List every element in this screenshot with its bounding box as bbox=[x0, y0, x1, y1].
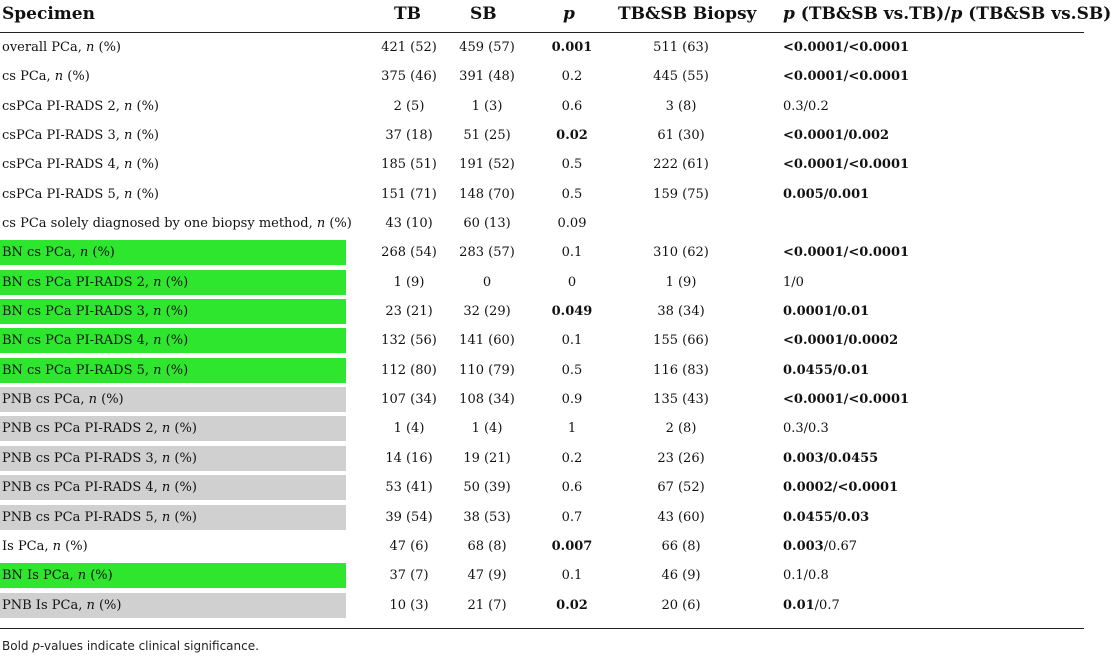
cell-tbsb: 511 (63) bbox=[653, 40, 709, 55]
cell-p-compare: 0.0455/0.01 bbox=[783, 362, 870, 378]
cell-specimen: BN cs PCa PI-RADS 4, n (%) bbox=[2, 333, 189, 349]
cell-specimen: PNB cs PCa, n (%) bbox=[2, 392, 124, 408]
table-row bbox=[0, 180, 1084, 209]
cell-sb: 1 (4) bbox=[471, 421, 503, 437]
cell-specimen: BN Is PCa, n (%) bbox=[2, 568, 113, 584]
header-specimen: Specimen bbox=[2, 4, 95, 24]
cell-p-value: 0.1 bbox=[561, 245, 583, 261]
cell-tb: 151 (71) bbox=[381, 186, 437, 202]
cell-p-compare: <0.0001/<0.0001 bbox=[783, 69, 910, 85]
table-footnote: Bold p-values indicate clinical significance. bbox=[2, 639, 259, 653]
cell-p-compare: 0.003/0.0455 bbox=[783, 450, 879, 466]
cell-p-value: 0.2 bbox=[561, 450, 583, 466]
cell-sb: 47 (9) bbox=[467, 568, 507, 584]
cell-tb: 112 (80) bbox=[381, 362, 437, 378]
table-row bbox=[0, 92, 1084, 121]
cell-tb: 23 (21) bbox=[385, 304, 433, 320]
cell-tbsb: 135 (43) bbox=[653, 392, 709, 408]
cell-tb: 39 (54) bbox=[385, 509, 433, 525]
cell-specimen: BN cs PCa PI-RADS 3, n (%) bbox=[2, 304, 189, 320]
table-row bbox=[0, 532, 1084, 561]
cell-tbsb: 23 (26) bbox=[657, 450, 705, 466]
cell-sb: 60 (13) bbox=[463, 216, 511, 232]
table-row bbox=[0, 121, 1084, 150]
cell-p-compare: 1/0 bbox=[783, 274, 804, 290]
cell-p-value: 0.9 bbox=[561, 392, 583, 408]
table-row bbox=[0, 591, 1084, 620]
table-row bbox=[0, 209, 1084, 238]
cell-tb: 1 (9) bbox=[393, 274, 425, 290]
cell-specimen: PNB cs PCa PI-RADS 5, n (%) bbox=[2, 509, 197, 525]
cell-sb: 191 (52) bbox=[459, 157, 515, 173]
cell-tb: 10 (3) bbox=[389, 597, 429, 613]
table-row bbox=[0, 62, 1084, 91]
cell-tbsb: 445 (55) bbox=[653, 69, 709, 85]
cell-sb: 391 (48) bbox=[459, 69, 515, 85]
cell-specimen: BN cs PCa PI-RADS 5, n (%) bbox=[2, 362, 189, 378]
cell-tbsb: 310 (62) bbox=[653, 245, 709, 261]
header-p-compare: p (TB&SB vs.TB)/p (TB&SB vs.SB) bbox=[783, 4, 1111, 24]
cell-sb: 68 (8) bbox=[467, 538, 507, 554]
cell-sb: 50 (39) bbox=[463, 480, 511, 496]
cell-specimen: PNB cs PCa PI-RADS 4, n (%) bbox=[2, 480, 197, 496]
table-row bbox=[0, 238, 1084, 267]
cell-tbsb: 38 (34) bbox=[657, 304, 705, 320]
table-row bbox=[0, 561, 1084, 590]
cell-p-compare: <0.0001/<0.0001 bbox=[783, 245, 910, 261]
cell-p-value: 0.001 bbox=[551, 40, 593, 55]
cell-sb: 0 bbox=[482, 274, 492, 290]
cell-specimen: csPCa PI-RADS 4, n (%) bbox=[2, 157, 159, 173]
cell-p-compare: 0.0001/0.01 bbox=[783, 304, 870, 320]
cell-p-value: 0 bbox=[567, 274, 577, 290]
cell-p-value: 0.5 bbox=[561, 157, 583, 173]
cell-tbsb: 66 (8) bbox=[661, 538, 701, 554]
cell-p-compare: <0.0001/<0.0001 bbox=[783, 40, 910, 55]
cell-tb: 37 (18) bbox=[385, 128, 433, 144]
cell-specimen: cs PCa, n (%) bbox=[2, 69, 90, 85]
cell-tb: 14 (16) bbox=[385, 450, 433, 466]
cell-specimen: csPCa PI-RADS 2, n (%) bbox=[2, 98, 159, 114]
table-bottom-rule bbox=[0, 628, 1084, 629]
table-row bbox=[0, 385, 1084, 414]
cell-sb: 141 (60) bbox=[459, 333, 515, 349]
cell-tbsb: 3 (8) bbox=[665, 98, 697, 114]
table-row bbox=[0, 414, 1084, 443]
cell-p-value: 0.049 bbox=[551, 304, 593, 320]
cell-p-compare: 0.1/0.8 bbox=[783, 568, 829, 584]
cell-tbsb: 2 (8) bbox=[665, 421, 697, 437]
cell-specimen: PNB Is PCa, n (%) bbox=[2, 597, 122, 613]
cell-sb: 32 (29) bbox=[463, 304, 511, 320]
cell-p-value: 0.6 bbox=[561, 98, 583, 114]
table-body bbox=[0, 33, 1084, 620]
cell-tbsb: 67 (52) bbox=[657, 480, 705, 496]
cell-specimen: BN cs PCa, n (%) bbox=[2, 245, 115, 261]
table-row bbox=[0, 297, 1084, 326]
cell-sb: 283 (57) bbox=[459, 245, 515, 261]
cell-sb: 38 (53) bbox=[463, 509, 511, 525]
cell-sb: 110 (79) bbox=[459, 362, 515, 378]
header-tb: TB bbox=[394, 4, 422, 24]
cell-specimen: BN cs PCa PI-RADS 2, n (%) bbox=[2, 274, 189, 290]
cell-tb: 375 (46) bbox=[381, 69, 437, 85]
table-row bbox=[0, 503, 1084, 532]
cell-specimen: overall PCa, n (%) bbox=[2, 40, 122, 55]
header-sb: SB bbox=[470, 4, 497, 24]
table-row bbox=[0, 326, 1084, 355]
cell-specimen: cs PCa solely diagnosed by one biopsy method, n (%) bbox=[2, 216, 352, 232]
cell-p-compare: 0.01/0.7 bbox=[783, 597, 840, 613]
cell-tbsb: 116 (83) bbox=[653, 362, 709, 378]
cell-p-value: 0.1 bbox=[561, 568, 583, 584]
cell-tb: 185 (51) bbox=[381, 157, 437, 173]
cell-p-compare: 0.005/0.001 bbox=[783, 186, 870, 202]
cell-p-value: 0.6 bbox=[561, 480, 583, 496]
cell-tb: 268 (54) bbox=[381, 245, 437, 261]
cell-tb: 132 (56) bbox=[381, 333, 437, 349]
cell-p-value: 0.2 bbox=[561, 69, 583, 85]
cell-sb: 21 (7) bbox=[467, 597, 507, 613]
cell-p-compare: <0.0001/0.002 bbox=[783, 128, 890, 144]
cell-sb: 19 (21) bbox=[463, 450, 511, 466]
cell-sb: 51 (25) bbox=[463, 128, 511, 144]
cell-tb: 1 (4) bbox=[393, 421, 425, 437]
cell-p-compare: 0.0455/0.03 bbox=[783, 509, 870, 525]
cell-specimen: csPCa PI-RADS 3, n (%) bbox=[2, 128, 159, 144]
cell-tb: 37 (7) bbox=[389, 568, 429, 584]
cell-p-value: 0.02 bbox=[556, 597, 588, 613]
table-row bbox=[0, 33, 1084, 62]
cell-specimen: PNB cs PCa PI-RADS 3, n (%) bbox=[2, 450, 197, 466]
table-row bbox=[0, 473, 1084, 502]
cell-tbsb: 20 (6) bbox=[661, 597, 701, 613]
table-row bbox=[0, 356, 1084, 385]
cell-p-compare: 0.3/0.2 bbox=[783, 98, 829, 114]
cell-tbsb: 61 (30) bbox=[657, 128, 705, 144]
cell-tb: 53 (41) bbox=[385, 480, 433, 496]
cell-sb: 1 (3) bbox=[471, 98, 503, 114]
cell-tb: 2 (5) bbox=[393, 98, 425, 114]
header-tbsb-biopsy: TB&SB Biopsy bbox=[618, 4, 757, 24]
cell-tbsb: 46 (9) bbox=[661, 568, 701, 584]
cell-p-value: 0.09 bbox=[557, 216, 587, 232]
cell-p-compare: <0.0001/<0.0001 bbox=[783, 157, 910, 173]
header-p: p bbox=[563, 4, 575, 24]
table-row bbox=[0, 150, 1084, 179]
cell-tbsb: 1 (9) bbox=[665, 274, 697, 290]
cell-p-value: 1 bbox=[567, 421, 577, 437]
table-row bbox=[0, 444, 1084, 473]
cell-tb: 43 (10) bbox=[385, 216, 433, 232]
cell-sb: 459 (57) bbox=[459, 40, 515, 55]
cell-p-value: 0.007 bbox=[551, 538, 593, 554]
cell-specimen: Is PCa, n (%) bbox=[2, 538, 88, 554]
cell-tbsb: 155 (66) bbox=[653, 333, 709, 349]
cell-p-compare: <0.0001/0.0002 bbox=[783, 333, 899, 349]
cell-sb: 148 (70) bbox=[459, 186, 515, 202]
cell-tb: 421 (52) bbox=[381, 40, 437, 55]
cell-p-compare: 0.003/0.67 bbox=[783, 538, 858, 554]
cell-p-compare: 0.3/0.3 bbox=[783, 421, 829, 437]
cell-tb: 47 (6) bbox=[389, 538, 429, 554]
cell-p-value: 0.1 bbox=[561, 333, 583, 349]
cell-tbsb: 159 (75) bbox=[653, 186, 709, 202]
cell-tbsb: 222 (61) bbox=[653, 157, 709, 173]
cell-p-value: 0.02 bbox=[556, 128, 588, 144]
cell-specimen: PNB cs PCa PI-RADS 2, n (%) bbox=[2, 421, 197, 437]
cell-tbsb: 43 (60) bbox=[657, 509, 705, 525]
table-header bbox=[0, 0, 1111, 33]
cell-p-value: 0.5 bbox=[561, 186, 583, 202]
table-row bbox=[0, 268, 1084, 297]
cell-specimen: csPCa PI-RADS 5, n (%) bbox=[2, 186, 159, 202]
cell-tb: 107 (34) bbox=[381, 392, 437, 408]
cell-p-compare: 0.0002/<0.0001 bbox=[783, 480, 899, 496]
cell-p-value: 0.5 bbox=[561, 362, 583, 378]
cell-p-compare: <0.0001/<0.0001 bbox=[783, 392, 910, 408]
cell-p-value: 0.7 bbox=[561, 509, 583, 525]
cell-sb: 108 (34) bbox=[459, 392, 515, 408]
